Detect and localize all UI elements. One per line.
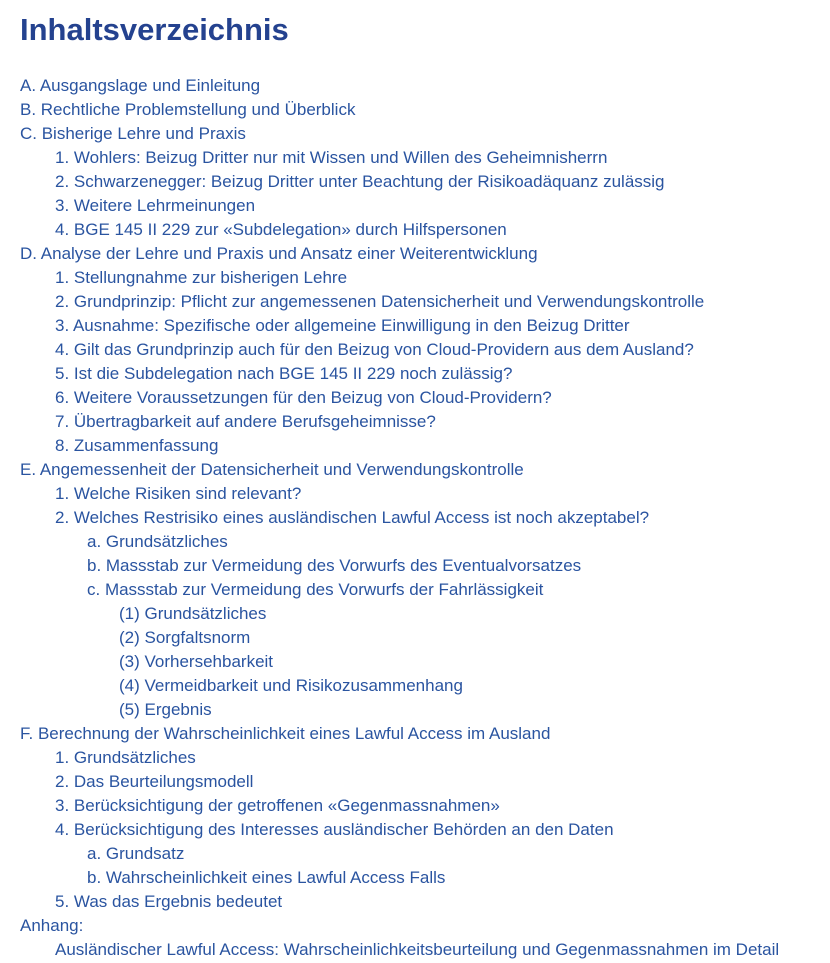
toc-entry[interactable]: 2. Grundprinzip: Pflicht zur angemessenen Datensicherheit und Verwendungskontrolle — [55, 292, 705, 311]
toc-entry[interactable]: (2) Sorgfaltsnorm — [119, 628, 251, 647]
toc-entry[interactable]: D. Analyse der Lehre und Praxis und Ansatz einer Weiterentwicklung — [20, 244, 538, 263]
toc-entry[interactable]: 1. Welche Risiken sind relevant? — [55, 484, 302, 503]
toc-entry[interactable]: (5) Ergebnis — [119, 700, 212, 719]
toc-entry[interactable]: 2. Schwarzenegger: Beizug Dritter unter Beachtung der Risikoadäquanz zulässig — [55, 172, 665, 191]
toc-entry[interactable]: F. Berechnung der Wahrscheinlichkeit eines Lawful Access im Ausland — [20, 724, 551, 743]
toc-entry[interactable]: 3. Ausnahme: Spezifische oder allgemeine Einwilligung in den Beizug Dritter — [55, 316, 630, 335]
toc-entry[interactable]: Ausländischer Lawful Access: Wahrscheinlichkeitsbeurteilung und Gegenmassnahmen im Detail — [55, 940, 780, 959]
toc-list — [20, 74, 822, 962]
toc-entry[interactable]: 3. Weitere Lehrmeinungen — [55, 196, 256, 215]
toc-entry[interactable]: c. Massstab zur Vermeidung des Vorwurfs der Fahrlässigkeit — [87, 580, 544, 599]
toc-entry[interactable]: 5. Ist die Subdelegation nach BGE 145 II 229 noch zulässig? — [55, 364, 513, 383]
toc-entry[interactable]: 7. Übertragbarkeit auf andere Berufsgeheimnisse? — [55, 412, 436, 431]
toc-entry[interactable]: 1. Wohlers: Beizug Dritter nur mit Wissen und Willen des Geheimnisherrn — [55, 148, 608, 167]
toc-entry[interactable]: b. Wahrscheinlichkeit eines Lawful Access Falls — [87, 868, 446, 887]
toc-entry[interactable]: (1) Grundsätzliches — [119, 604, 267, 623]
toc-entry[interactable]: a. Grundsätzliches — [87, 532, 228, 551]
toc-entry[interactable]: 2. Das Beurteilungsmodell — [55, 772, 254, 791]
toc-entry[interactable]: A. Ausgangslage und Einleitung — [20, 76, 261, 95]
toc-entry[interactable]: 8. Zusammenfassung — [55, 436, 219, 455]
toc-entry[interactable]: 1. Stellungnahme zur bisherigen Lehre — [55, 268, 348, 287]
toc-entry[interactable]: E. Angemessenheit der Datensicherheit und Verwendungskontrolle — [20, 460, 524, 479]
toc-entry[interactable]: 3. Berücksichtigung der getroffenen «Gegenmassnahmen» — [55, 796, 500, 815]
toc-entry[interactable]: 5. Was das Ergebnis bedeutet — [55, 892, 283, 911]
toc-entry[interactable]: 4. BGE 145 II 229 zur «Subdelegation» durch Hilfspersonen — [55, 220, 507, 239]
toc-entry[interactable]: 2. Welches Restrisiko eines ausländischen Lawful Access ist noch akzeptabel? — [55, 508, 650, 527]
toc-entry[interactable]: b. Massstab zur Vermeidung des Vorwurfs des Eventualvorsatzes — [87, 556, 582, 575]
toc-entry[interactable]: a. Grundsatz — [87, 844, 185, 863]
page-title: Inhaltsverzeichnis — [20, 12, 289, 47]
toc-entry[interactable]: B. Rechtliche Problemstellung und Überblick — [20, 100, 356, 119]
toc-entry[interactable]: 4. Gilt das Grundprinzip auch für den Beizug von Cloud-Providern aus dem Ausland? — [55, 340, 694, 359]
toc-entry[interactable]: 4. Berücksichtigung des Interesses ausländischer Behörden an den Daten — [55, 820, 614, 839]
toc-entry[interactable]: 6. Weitere Voraussetzungen für den Beizug von Cloud-Providern? — [55, 388, 552, 407]
toc-entry[interactable]: (3) Vorhersehbarkeit — [119, 652, 274, 671]
toc-entry[interactable]: Anhang: — [20, 916, 84, 935]
toc-entry[interactable]: 1. Grundsätzliches — [55, 748, 196, 767]
toc-entry[interactable]: C. Bisherige Lehre und Praxis — [20, 124, 246, 143]
toc-entry[interactable]: (4) Vermeidbarkeit und Risikozusammenhang — [119, 676, 463, 695]
